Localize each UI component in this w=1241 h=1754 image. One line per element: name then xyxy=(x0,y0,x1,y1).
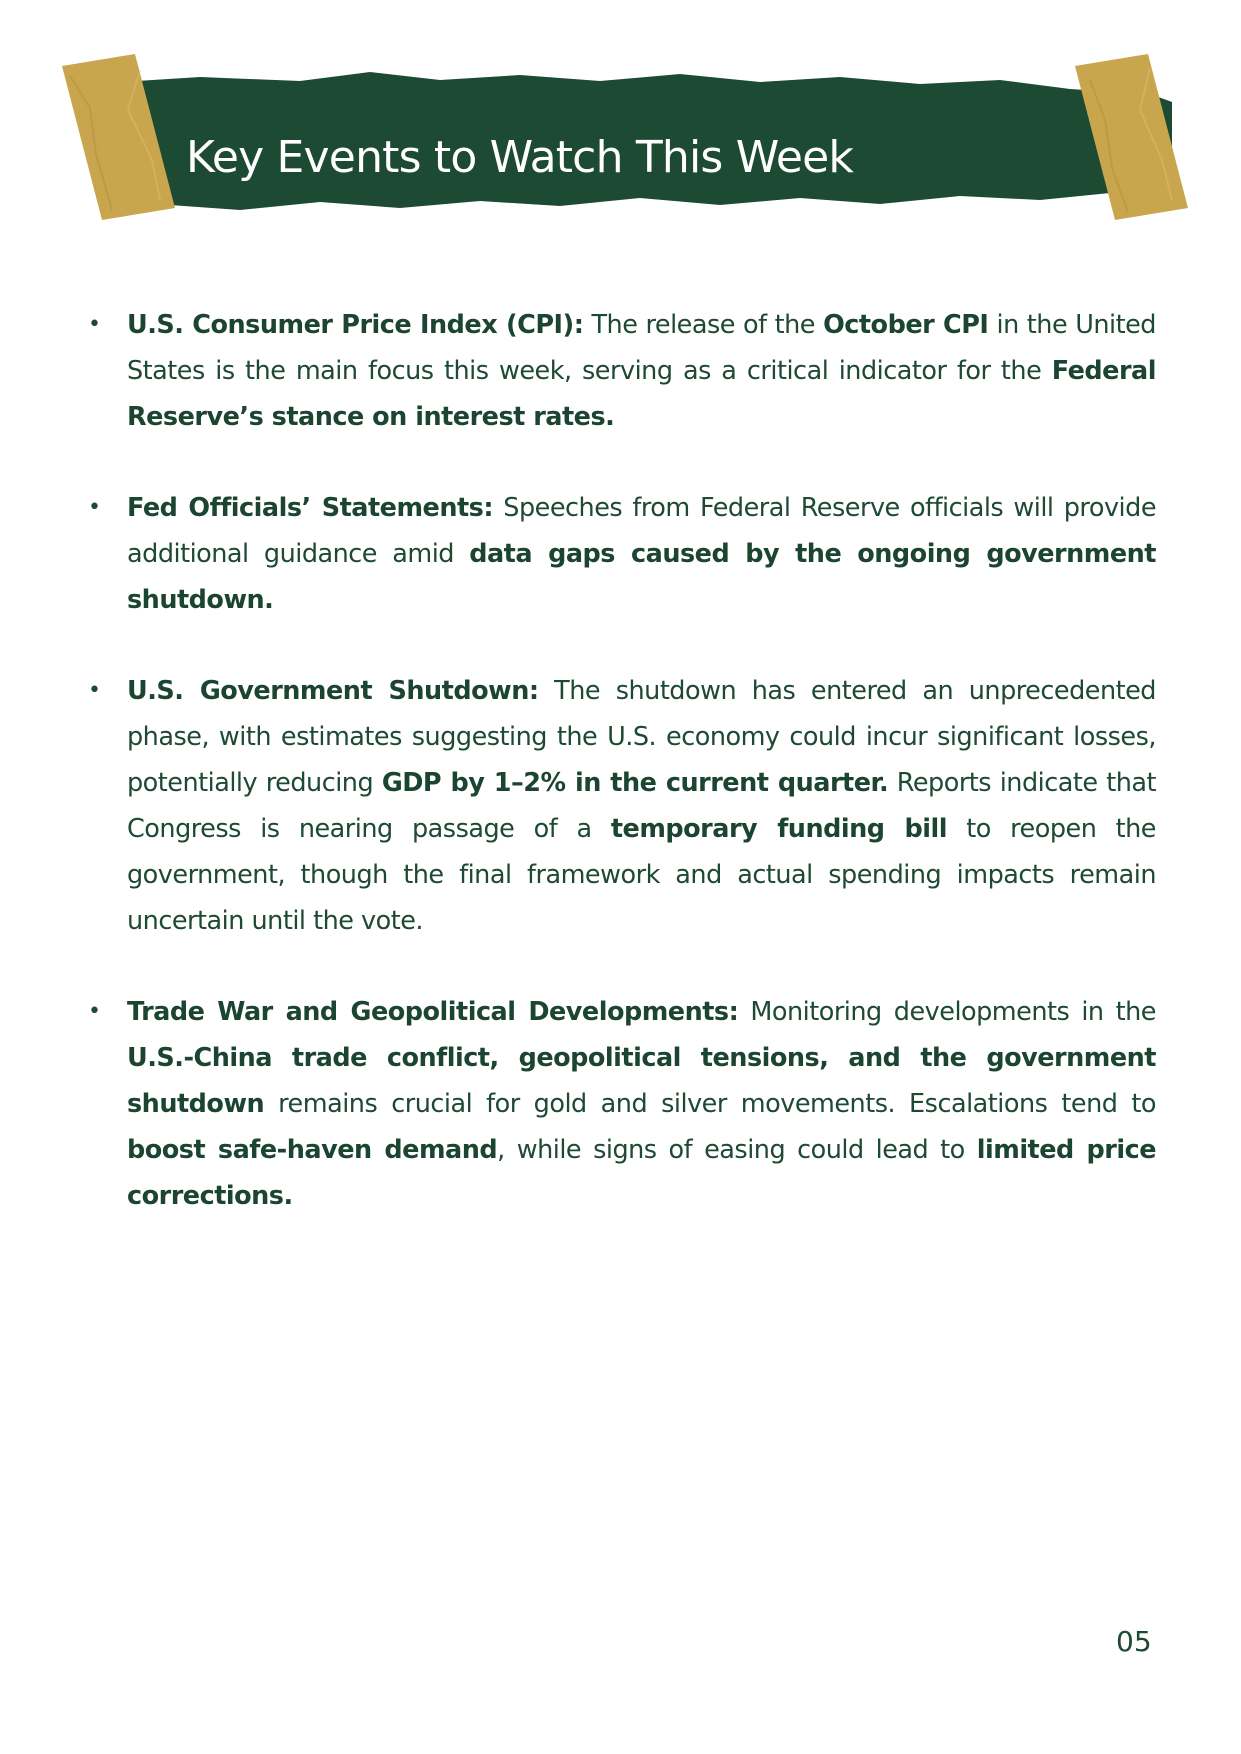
event-title: Fed Officials’ Statements: xyxy=(127,493,494,523)
event-text: Speeches from Federal Reserve officials will provide additional guidance amid xyxy=(127,493,1157,569)
event-title: Trade War and Geopolitical Developments: xyxy=(127,997,739,1027)
event-highlight: boost safe-haven demand xyxy=(127,1135,498,1165)
event-item-cpi xyxy=(84,302,1156,440)
events-list xyxy=(84,302,1156,1264)
event-text: to reopen the government, though the final framework and actual spending impacts remain uncertain until the vote. xyxy=(127,814,1156,936)
event-highlight: U.S.-China trade conflict, geopolitical tensions, and the government shutdown xyxy=(127,1043,1156,1119)
event-item-fed-officials xyxy=(84,485,1156,623)
event-text: in the United States is the main focus this week, serving as a critical indicator for the xyxy=(127,310,1156,386)
page-title: Key Events to Watch This Week xyxy=(186,132,854,183)
event-text: Reports indicate that Congress is nearing passage of a xyxy=(127,768,1156,844)
header-banner xyxy=(0,50,1241,250)
event-highlight: data gaps caused by the ongoing government shutdown. xyxy=(127,539,1156,615)
page-number: 05 xyxy=(1116,1625,1152,1658)
event-title: U.S. Government Shutdown: xyxy=(127,676,539,706)
event-highlight: limited price corrections. xyxy=(127,1135,1157,1211)
bullet-icon: • xyxy=(88,999,101,1024)
event-highlight: October CPI xyxy=(823,310,989,340)
event-text: The release of the xyxy=(583,310,824,340)
event-item-shutdown xyxy=(84,668,1156,944)
event-title: U.S. Consumer Price Index (CPI): xyxy=(127,310,584,340)
event-highlight: Federal Reserve’s stance on interest rates. xyxy=(127,356,1156,432)
event-highlight: GDP by 1–2% in the current quarter. xyxy=(381,768,889,798)
bullet-icon: • xyxy=(88,495,101,520)
event-text: Monitoring developments in the xyxy=(738,997,1156,1027)
event-text: The shutdown has entered an unprecedented phase, with estimates suggesting the U.S. economy could incur significant losses, potentially reducing xyxy=(127,676,1156,798)
event-text: , while signs of easing could lead to xyxy=(497,1135,977,1165)
bullet-icon: • xyxy=(88,678,101,703)
bullet-icon: • xyxy=(88,312,101,337)
event-highlight: temporary funding bill xyxy=(610,814,948,844)
event-text: remains crucial for gold and silver movements. Escalations tend to xyxy=(264,1089,1156,1119)
event-item-trade-war xyxy=(84,989,1156,1219)
